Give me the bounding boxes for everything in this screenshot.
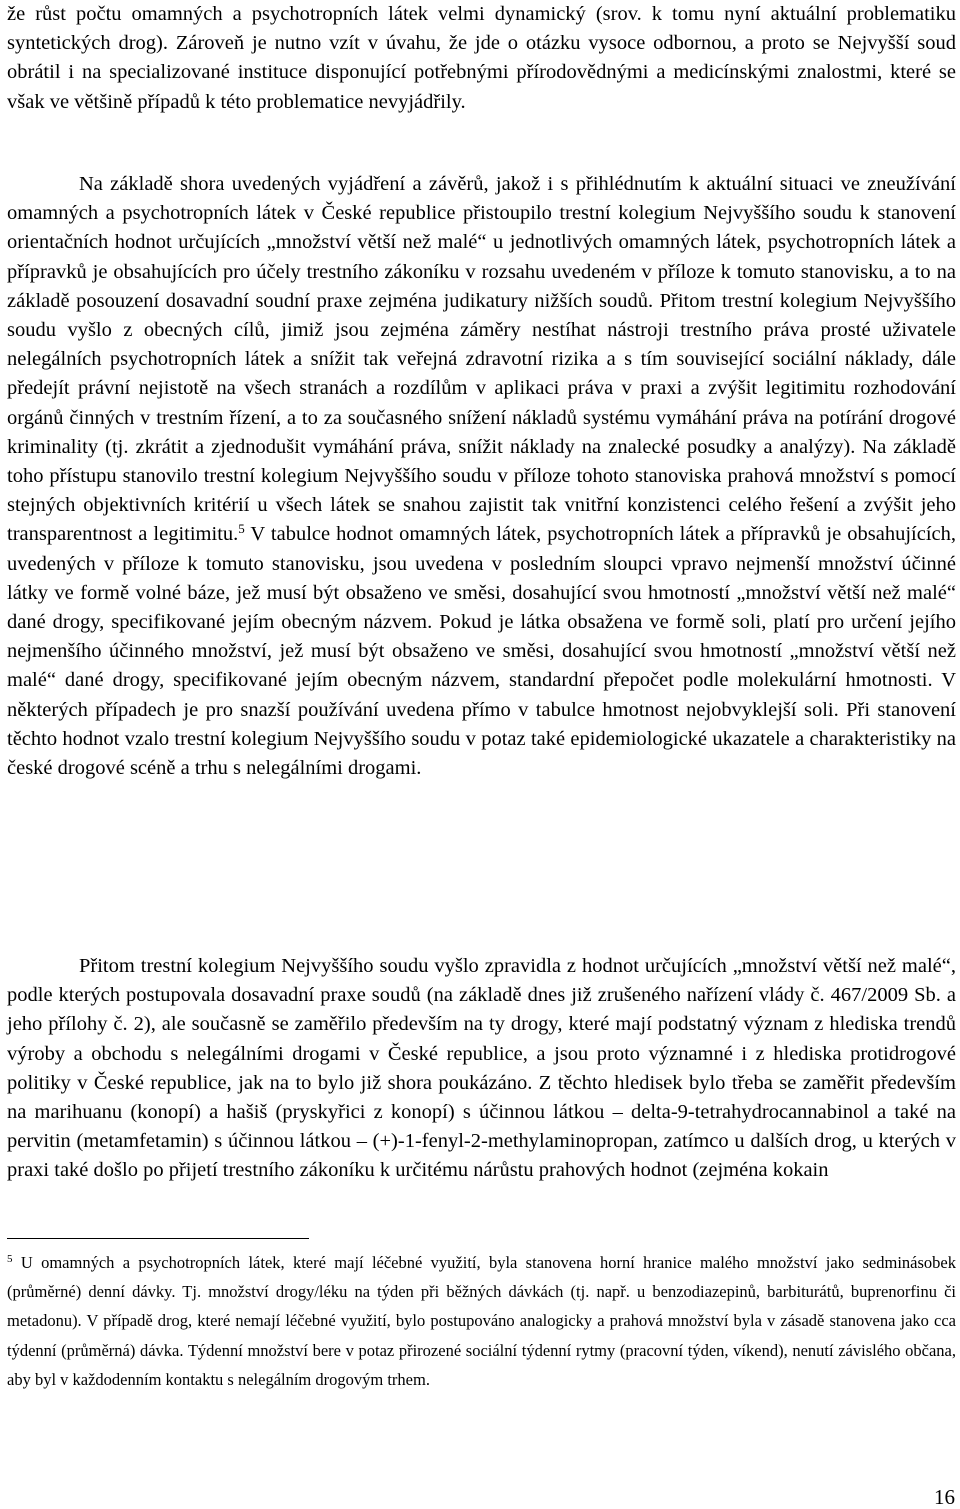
footnote xyxy=(7,1248,956,1394)
paragraph-3: Přitom trestní kolegium Nejvyššího soudu vyšlo zpravidla z hodnot určujících „množství větší než malé“, podle kterých postupovala dosavadní praxe soudů (na základě dnes již zrušeného nařízení vlády č. 467/2009 Sb. a jeho přílohy č. 2), ale současně se zaměřilo především na ty drogy, které mají podstatný význam z hlediska trendů výroby a obchodu s nelegálními drogami v České republice, a jsou proto významné i z hlediska protidrogové politiky v České republice, jak na to bylo již shora poukázáno. Z těchto hledisek bylo třeba se zaměřit především na marihuanu (konopí) a hašiš (pryskyřici z konopí) s účinnou látkou – delta-9-tetrahydrocannabinol a také na pervitin (metamfetamin) s účinnou látkou – (+)-1-fenyl-2-methylaminopropan, zatímco u dalších drog, u kterých v praxi také došlo po přijetí trestního zákoníku k určitému nárůstu prahových hodnot (zejména kokain xyxy=(7,955,956,1182)
paragraph-2-text-before-ref: Na základě shora uvedených vyjádření a závěrů, jakož i s přihlédnutím k aktuální situaci ve zneužívání omamných a psychotropních látek v České republice přistoupilo trestní kolegium Nejvyššího soudu k stanovení orientačních hodnot určujících „množství větší než malé“ u jednotlivých omamných látek, psychotropních látek a přípravků je obsahujících pro účely trestního zákoníku v rozsahu uvedeném v příloze k tomuto stanovisku, a to na základě posouzení dosavadní soudní praxe zejména judikatury nižších soudů. Přitom trestní kolegium Nejvyššího soudu vyšlo z obecných cílů, jimiž jsou zejména záměry nestíhat nástroji trestního práva prosté uživatele nelegálních psychotropních látek a snížit tak veřejná zdravotní rizika a s tím související sociální náklady, dále předejít právní nejistotě na všech stranách a rozdílům v aplikaci práva v praxi a zvýšit legitimitu rozhodování orgánů činných v trestním řízení, a to za současného snížení nákladů systému vymáhání práva na potírání drogové kriminality (tj. zkrátit a zjednodušit vymáhání práva, snížit náklady na znalecké posudky a analýzy). Na základě toho přístupu stanovilo trestní kolegium Nejvyššího soudu v příloze tohoto stanoviska prahová množství s pomocí stejných objektivních kritérií u všech látek se snahou zajistit tak vnitřní konzistenci celého řešení a zvýšit jeho transparentnost a legitimitu. xyxy=(7,173,956,546)
paragraph-2 xyxy=(7,170,956,783)
footnote-separator xyxy=(7,1238,309,1239)
page-number: 16 xyxy=(934,1485,955,1509)
paragraph-1: že růst počtu omamných a psychotropních látek velmi dynamický (srov. k tomu nyní aktuální problematiku syntetických drog). Zároveň je nutno vzít v úvahu, že jde o otázku vysoce odbornou, a proto se Nejvyšší soud obrátil i na specializované instituce disponující potřebnými přírodovědnými a medicínskými znalostmi, které se však ve většině případů k této problematice nevyjádřily. xyxy=(7,3,956,113)
footnote-mark: 5 xyxy=(7,1253,13,1265)
footnote-reference: 5 xyxy=(238,521,245,537)
paragraph-2-text-after-ref: V tabulce hodnot omamných látek, psychotropních látek a přípravků je obsahujících, uvedených v příloze k tomuto stanovisku, jsou uvedena v posledním sloupci vpravo nejmenší množství účinné látky ve formě volné báze, jež musí být obsaženo ve směsi, dosahující svou hmotností „množství větší než malé“ dané drogy, specifikované jejím obecným názvem. Pokud je látka obsažena ve formě soli, platí pro určení jejího nejmenšího účinného množství, jež musí být obsaženo ve směsi, dosahující svou hmotností „množství větší než malé“ dané drogy, specifikované jejím obecným názvem, standardní přepočet podle molekulární hmotnosti. V některých případech je pro snazší používání uvedena přímo v tabulce hmotnost nejobvyklejší soli. Při stanovení těchto hodnot vzalo trestní kolegium Nejvyššího soudu v potaz také epidemiologické ukazatele a charakteristiky na české drogové scéně a trhu s nelegálními drogami. xyxy=(7,523,956,780)
footnote-text: U omamných a psychotropních látek, které mají léčebné využití, byla stanovena horní hranice malého množství jako sedminásobek (průměrné) denní dávky. Tj. množství drogy/léku na týden při běžných dávkách (tj. např. u benzodiazepinů, barbiturátů, buprenorfinu či metadonu). V případě drog, které nemají léčebné využití, bylo postupováno analogicky a prahová množství byla v zásadě stanovena jako cca týdenní (průměrná) dávka. Týdenní množství bere v potaz přirozené sociální týdenní rytmy (pracovní týden, víkend), nenutí závislého občana, aby byl v každodenním kontaktu s nelegálním drogovým trhem. xyxy=(7,1253,956,1389)
